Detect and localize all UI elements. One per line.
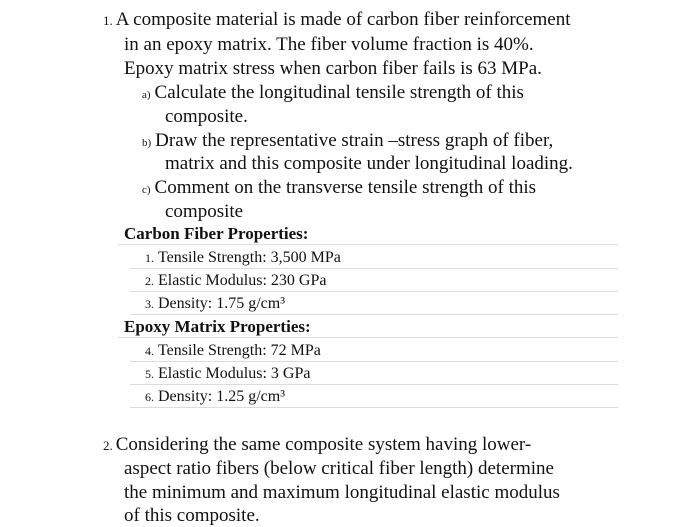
divider — [130, 314, 618, 315]
part-c-label: c) — [142, 184, 151, 196]
divider — [130, 268, 618, 269]
part-c-line-2: composite — [165, 201, 244, 222]
divider — [130, 291, 618, 292]
carbon-item-1-num: 1. — [145, 251, 154, 265]
part-b-line-2: matrix and this composite under longitudinal loading. — [165, 153, 573, 174]
part-a-line-2: composite. — [165, 106, 248, 127]
divider — [130, 361, 618, 362]
divider — [118, 337, 618, 338]
carbon-item-3 — [145, 294, 285, 314]
q2-line-2: aspect ratio fibers (below critical fiber length) determine — [124, 458, 554, 479]
epoxy-item-2 — [145, 364, 310, 384]
q1-line-2: in an epoxy matrix. The fiber volume fraction is 40%. — [124, 34, 534, 55]
carbon-item-2 — [145, 271, 326, 291]
q1-part-c — [142, 177, 536, 201]
epoxy-item-2-num: 5. — [145, 367, 154, 381]
epoxy-item-3-num: 6. — [145, 390, 154, 404]
carbon-item-1 — [145, 248, 341, 268]
part-c-line-1: Comment on the transverse tensile strength of this — [154, 177, 537, 198]
carbon-item-3-num: 3. — [145, 297, 154, 311]
part-a-label: a) — [142, 89, 151, 101]
epoxy-item-1-num: 4. — [145, 344, 154, 358]
carbon-item-1-text: Tensile Strength: 3,500 MPa — [158, 249, 341, 266]
q2-line-1 — [103, 434, 531, 457]
epoxy-item-3 — [145, 387, 285, 407]
epoxy-item-1 — [145, 341, 321, 361]
carbon-heading: Carbon Fiber Properties: — [124, 224, 309, 243]
part-b-label: b) — [142, 137, 152, 149]
carbon-item-2-num: 2. — [145, 274, 154, 288]
divider — [130, 407, 618, 408]
q1-line-3: Epoxy matrix stress when carbon fiber fails is 63 MPa. — [124, 58, 542, 79]
part-b-line-1: Draw the representative strain –stress graph of fiber, — [155, 130, 554, 151]
q1-part-b — [142, 130, 553, 154]
epoxy-item-3-text: Density: 1.25 g/cm³ — [158, 388, 286, 405]
divider — [118, 244, 618, 245]
q2-number: 2. — [103, 438, 113, 453]
q2-text-1: Considering the same composite system having lower- — [115, 434, 532, 455]
q2-line-3: the minimum and maximum longitudinal elastic modulus — [124, 482, 560, 503]
epoxy-item-2-text: Elastic Modulus: 3 GPa — [158, 365, 311, 382]
q2-line-4: of this composite. — [124, 505, 260, 526]
q1-part-a — [142, 82, 524, 106]
q1-line-1 — [103, 9, 571, 32]
carbon-item-3-text: Density: 1.75 g/cm³ — [158, 295, 286, 312]
epoxy-item-1-text: Tensile Strength: 72 MPa — [158, 342, 321, 359]
q1-number: 1. — [103, 13, 113, 28]
q1-text-1: A composite material is made of carbon fiber reinforcement — [115, 9, 571, 30]
carbon-item-2-text: Elastic Modulus: 230 GPa — [158, 272, 327, 289]
divider — [130, 384, 618, 385]
part-a-line-1: Calculate the longitudinal tensile strength of this — [154, 82, 524, 103]
epoxy-heading: Epoxy Matrix Properties: — [124, 317, 311, 336]
